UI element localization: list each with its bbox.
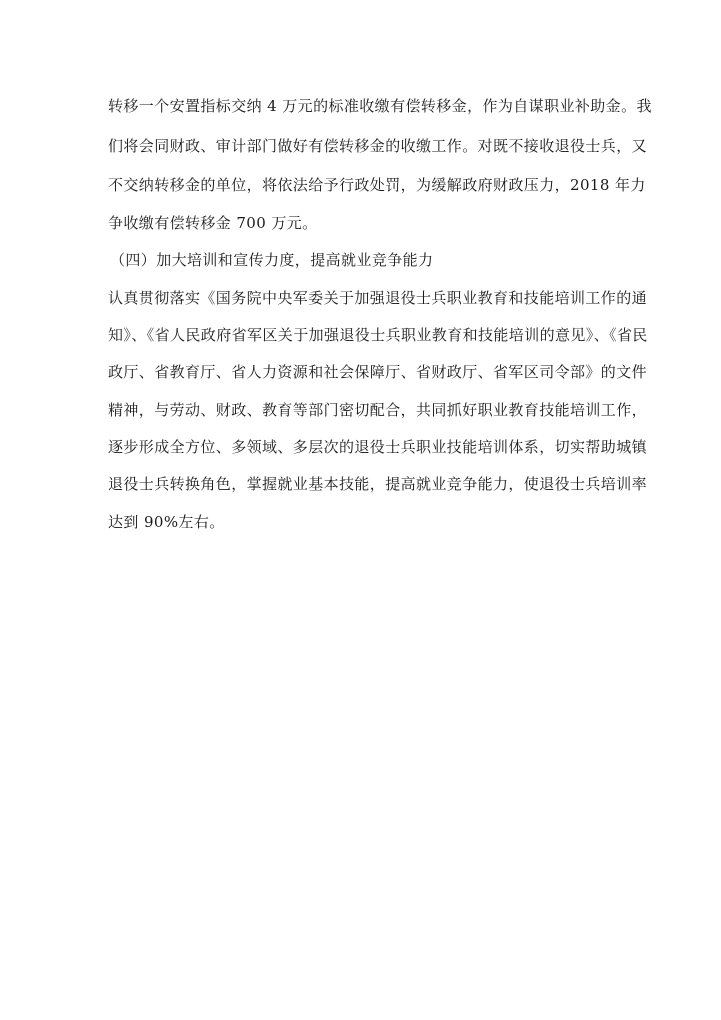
paragraph-2-line-2: 知》、《省人民政府省军区关于加强退役士兵职业教育和技能培训的意见》、《省民	[108, 326, 648, 344]
paragraph-2-line-7: 达到 90%左右。	[108, 513, 225, 531]
paragraph-2-line-6: 退役士兵转换角色，掌握就业基本技能，提高就业竞争能力，使退役士兵培训率	[108, 475, 648, 493]
paragraph-2-line-3: 政厅、省教育厅、省人力资源和社会保障厅、省财政厅、省军区司令部》的文件	[108, 363, 648, 381]
paragraph-2-line-4: 精神，与劳动、财政、教育等部门密切配合，共同抓好职业教育技能培训工作，	[108, 401, 648, 419]
paragraph-2-line-1: 认真贯彻落实《国务院中央军委关于加强退役士兵职业教育和技能培训工作的通	[108, 289, 648, 307]
paragraph-1-line-2: 们将会同财政、审计部门做好有偿转移金的收缴工作。对既不接收退役士兵，又	[108, 137, 648, 155]
paragraph-1-line-1: 转移一个安置指标交纳 4 万元的标准收缴有偿转移金，作为自谋职业补助金。我	[108, 97, 652, 115]
paragraph-1-line-4: 争收缴有偿转移金 700 万元。	[108, 214, 318, 232]
paragraph-2-line-5: 逐步形成全方位、多领域、多层次的退役士兵职业技能培训体系，切实帮助城镇	[108, 438, 648, 456]
paragraph-1-line-3: 不交纳转移金的单位，将依法给予行政处罚，为缓解政府财政压力，2018 年力	[108, 176, 646, 194]
section-heading: （四）加大培训和宣传力度，提高就业竞争能力	[110, 251, 434, 269]
